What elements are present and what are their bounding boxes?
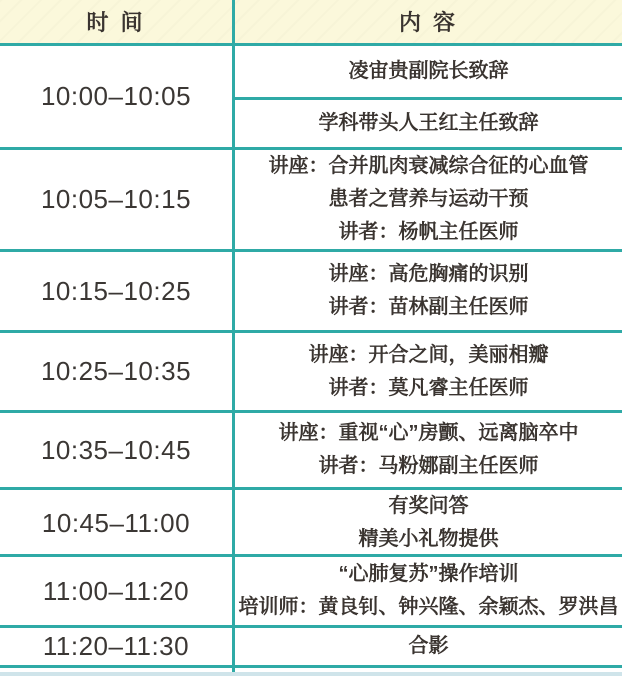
content-line: 合影 <box>408 635 449 657</box>
content-line: 有奖问答 <box>388 495 469 517</box>
time-cell: 10:35–10:45 <box>40 434 192 465</box>
table-row <box>0 150 622 252</box>
content-cell <box>235 100 622 147</box>
content-line: 培训师：黄良钊、钟兴隆、余颖杰、罗洪昌 <box>238 596 619 618</box>
content-line: “心肺复苏”操作培训 <box>338 563 519 585</box>
content-line: 精美小礼物提供 <box>358 528 499 550</box>
content-cell <box>235 628 622 665</box>
content-line: 患者之营养与运动干预 <box>328 188 529 210</box>
content-line: 凌宙贵副院长致辞 <box>348 60 509 82</box>
content-line: 讲者：马粉娜副主任医师 <box>318 455 539 477</box>
content-cell <box>235 557 622 625</box>
table-row <box>0 413 622 490</box>
content-cell <box>235 252 622 330</box>
time-cell: 10:15–10:25 <box>40 275 192 306</box>
content-cell <box>235 490 622 556</box>
time-cell: 10:00–10:05 <box>40 81 192 111</box>
content-line: 讲座：开合之间，美丽相瓣 <box>308 343 549 366</box>
bottom-edge-strip <box>0 672 622 676</box>
content-line: 讲座：重视“心”房颤、远离脑卒中 <box>278 422 579 444</box>
content-cell <box>235 46 622 97</box>
content-line: 学科带头人王红主任致辞 <box>318 112 539 134</box>
table-row <box>0 333 622 413</box>
content-line: 讲座：高危胸痛的识别 <box>328 263 529 285</box>
bottom-filler <box>0 668 622 676</box>
content-cell <box>235 413 622 487</box>
content-line: 讲者：杨帆主任医师 <box>338 221 519 243</box>
time-cell: 10:45–11:00 <box>41 507 191 538</box>
table-row <box>0 46 622 150</box>
header-row <box>0 0 622 46</box>
content-line: 讲座：合并肌肉衰减综合征的心血管 <box>268 155 589 177</box>
content-cell <box>235 150 622 249</box>
table-row <box>0 490 622 557</box>
content-column-header: 内 容 <box>398 10 459 35</box>
time-cell: 11:20–11:30 <box>42 631 190 661</box>
content-cell <box>235 333 622 410</box>
content-line: 讲者：苗林副主任医师 <box>328 296 529 318</box>
time-cell: 11:00–11:20 <box>42 575 190 606</box>
table-row <box>0 628 622 668</box>
time-column-header: 时 间 <box>86 10 146 35</box>
content-cell-group <box>235 46 622 147</box>
table-row <box>0 557 622 628</box>
time-cell: 10:05–10:15 <box>40 184 192 214</box>
table-row <box>0 252 622 333</box>
time-cell: 10:25–10:35 <box>40 356 192 386</box>
content-line: 讲者：莫凡睿主任医师 <box>328 376 529 399</box>
